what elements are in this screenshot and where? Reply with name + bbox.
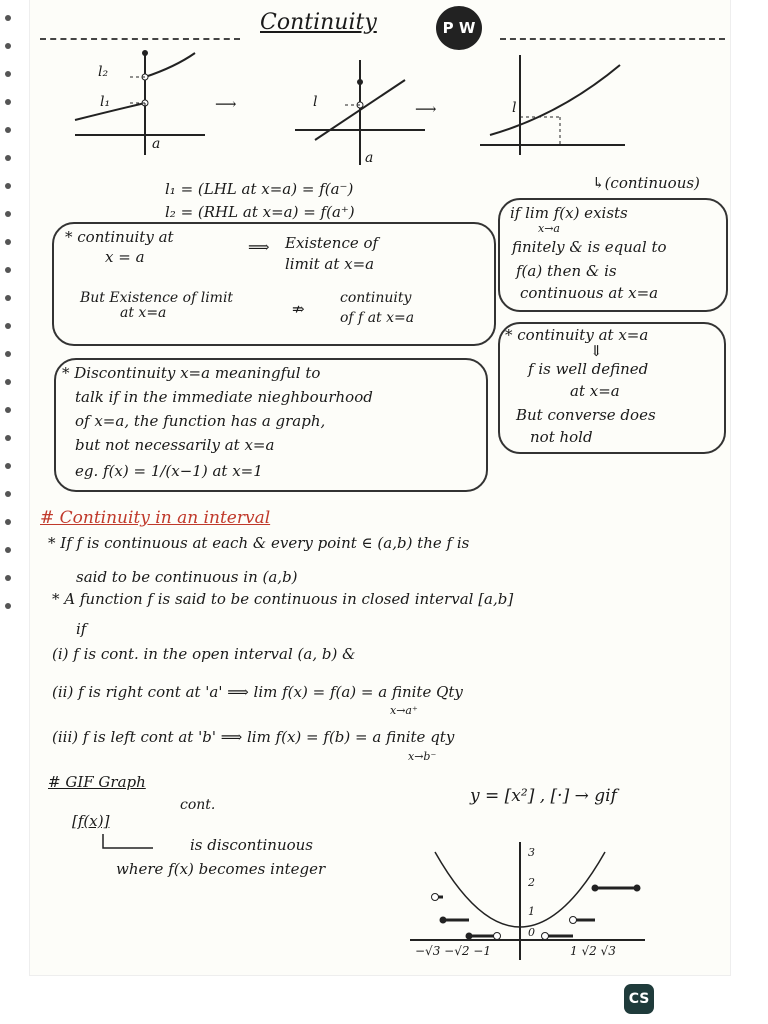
cont-left4: at x=a (120, 305, 167, 321)
gif-y1: 1 (528, 905, 535, 918)
iflim-line4: continuous at x=a (520, 284, 659, 302)
interval-ii-sub: x→a⁺ (390, 704, 418, 717)
gif-heading: # GIF Graph (48, 773, 146, 791)
well-line5: not hold (530, 428, 593, 446)
graph-jump (55, 45, 215, 155)
page-title: Continuity (260, 10, 377, 35)
interval-iii: (iii) f is left cont at 'b' ⟹ lim f(x) = f(b) = a finite qty (52, 728, 455, 746)
cont-right4: of f at x=a (340, 310, 415, 326)
interval-ii: (ii) f is right cont at 'a' ⟹ lim f(x) = f(a) = a finite Qty (52, 683, 463, 701)
cont-arrow1: ⟹ (248, 238, 270, 256)
disc-line5: eg. f(x) = 1/(x−1) at x=1 (75, 462, 263, 480)
binder-rings (0, 0, 40, 975)
gif-xneg: −√3 −√2 −1 (415, 944, 491, 958)
interval-p2b: if (76, 620, 87, 638)
gif-cont: cont. (180, 797, 216, 813)
pw-logo: P W (436, 6, 482, 50)
definition-l1: l₁ = (LHL at x=a) = f(a⁻) (165, 180, 354, 198)
interval-iii-sub: x→b⁻ (408, 750, 437, 763)
label-a-2: a (365, 150, 374, 166)
arrow-2: ⟶ (415, 100, 437, 118)
interval-p2a: * A function f is said to be continuous in closed interval [a,b] (52, 590, 514, 608)
iflim-line3: f(a) then & is (516, 262, 617, 280)
disc-line2: talk if in the immediate nieghbourhood (75, 388, 373, 406)
gif-box: [f(x)] (72, 812, 110, 830)
iflim-sub: x→a (538, 222, 560, 235)
gif-y3: 3 (528, 846, 535, 859)
definition-l2: l₂ = (RHL at x=a) = f(a⁺) (165, 203, 355, 221)
interval-i: (i) f is cont. in the open interval (a, b) & (52, 645, 356, 663)
disc-line4: but not necessarily at x=a (75, 436, 275, 454)
cont-left3: But Existence of limit (80, 290, 234, 306)
gif-xpos: 1 √2 √3 (570, 944, 616, 958)
label-a-1: a (152, 136, 161, 152)
iflim-line2: finitely & is equal to (512, 238, 667, 256)
cont-right3: continuity (340, 290, 412, 306)
interval-heading: # Continuity in an interval (40, 508, 271, 528)
graph-continuous (470, 45, 630, 165)
label-l1: l₁ (100, 94, 111, 110)
header-rule-right (500, 38, 725, 40)
cont-arrow2: ⇏ (292, 300, 305, 318)
disc-line1: * Discontinuity x=a meaningful to (62, 364, 321, 382)
continuous-note: ↳(continuous) (592, 174, 700, 192)
arrow-1: ⟶ (215, 95, 237, 113)
well-arrow: ⇓ (590, 342, 603, 360)
label-l2: l₂ (98, 64, 109, 80)
cont-left2: x = a (105, 248, 145, 266)
well-line4: But converse does (516, 406, 656, 424)
camscanner-badge: CS (624, 984, 654, 1014)
label-l: l (313, 94, 318, 110)
interval-p1b: said to be continuous in (a,b) (76, 568, 298, 586)
well-line3: at x=a (570, 382, 620, 400)
gif-note1: is discontinuous (190, 836, 313, 854)
header-rule-left (40, 38, 240, 40)
notebook-page (30, 0, 730, 975)
gif-origin: 0 (528, 926, 535, 939)
iflim-line1: if lim f(x) exists (510, 204, 628, 222)
graph-removable (285, 50, 435, 170)
cont-right2: limit at x=a (285, 255, 375, 273)
label-l-third: l (512, 100, 517, 116)
disc-line3: of x=a, the function has a graph, (75, 412, 326, 430)
well-line1: * continuity at x=a (505, 326, 649, 344)
well-line2: f is well defined (528, 360, 649, 378)
cont-left1: * continuity at (65, 228, 174, 246)
gif-note2: where f(x) becomes integer (116, 860, 326, 878)
gif-y2: 2 (528, 876, 535, 889)
gif-equation: y = [x²] , [·] → gif (470, 786, 617, 806)
interval-p1a: * If f is continuous at each & every point ∈ (a,b) the f is (48, 534, 470, 552)
cont-right1: Existence of (285, 234, 379, 252)
